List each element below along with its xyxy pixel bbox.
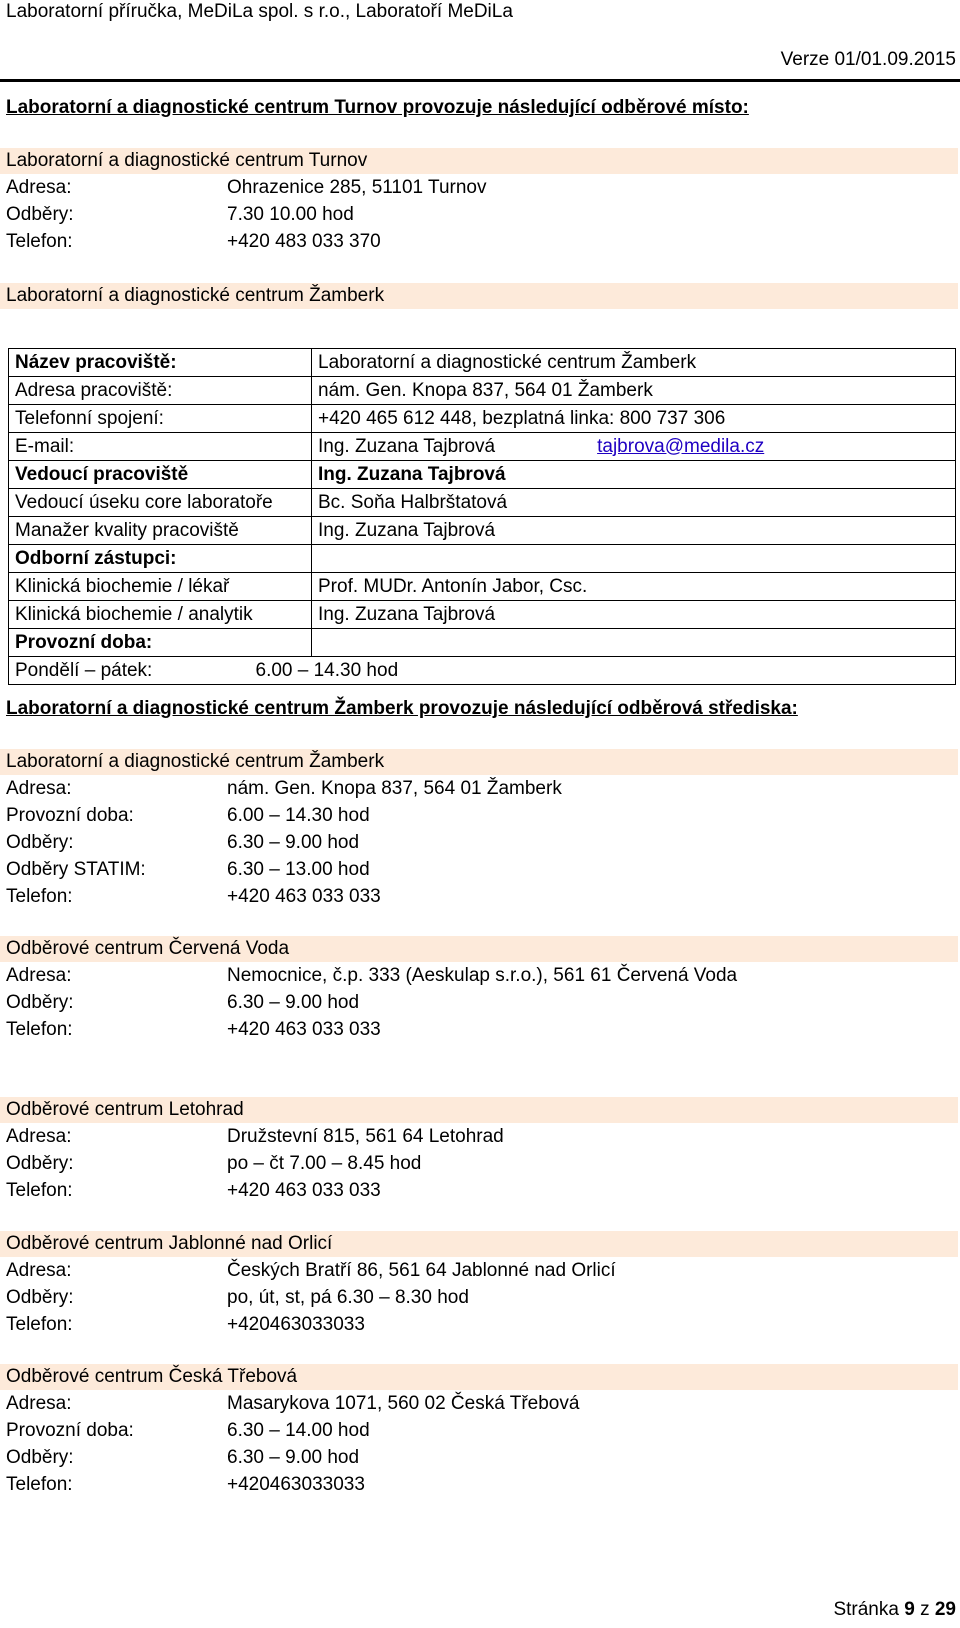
page-number <box>833 1598 956 1622</box>
table-value: Ing. Zuzana Tajbrová <box>312 461 956 489</box>
table-row <box>9 573 956 601</box>
table-value: Bc. Soňa Halbrštatová <box>312 489 956 517</box>
center-band <box>0 1097 958 1123</box>
row-value: +420463033033 <box>227 1314 365 1335</box>
table-label: Název pracoviště: <box>9 349 312 377</box>
row-value: Nemocnice, č.p. 333 (Aeskulap s.r.o.), 561 61 Červená Voda <box>227 965 738 986</box>
page-current: 9 <box>904 1599 915 1620</box>
turnov-row <box>0 202 958 228</box>
center-row <box>0 1391 958 1417</box>
row-label: Odběry: <box>6 1287 74 1308</box>
row-label: Adresa: <box>6 1126 72 1147</box>
row-label: Odběry: <box>6 832 74 853</box>
center-row <box>0 1472 958 1498</box>
row-label: Telefon: <box>6 1314 73 1335</box>
row-value: nám. Gen. Knopa 837, 564 01 Žamberk <box>227 778 562 799</box>
row-label: Odběry: <box>6 992 74 1013</box>
table-label: Klinická biochemie / analytik <box>9 601 312 629</box>
center-band <box>0 1364 958 1390</box>
zamberk-info-table <box>8 348 956 685</box>
turnov-heading: Laboratorní a diagnostické centrum Turnov provozuje následující odběrové místo: <box>6 97 749 118</box>
page-prefix: Stránka <box>833 1599 899 1620</box>
table-value: Ing. Zuzana Tajbrová <box>312 517 956 545</box>
center-row <box>0 1017 958 1043</box>
center-name: Laboratorní a diagnostické centrum Žamberk <box>6 751 385 772</box>
table-row <box>9 377 956 405</box>
row-value: +420 463 033 033 <box>227 1019 381 1040</box>
center-row <box>0 1312 958 1338</box>
zamberk-band <box>0 283 958 309</box>
table-value <box>312 629 956 657</box>
row-label: Adresa: <box>6 1260 72 1281</box>
header-title: Laboratorní příručka, MeDiLa spol. s r.o., Laboratoří MeDiLa <box>6 1 513 22</box>
row-label: Telefon: <box>6 231 73 252</box>
center-row <box>0 990 958 1016</box>
table-label: Manažer kvality pracoviště <box>9 517 312 545</box>
table-value: Ing. Zuzana Tajbrová <box>312 601 956 629</box>
row-value: 6.30 – 9.00 hod <box>227 1447 360 1468</box>
turnov-row <box>0 229 958 255</box>
table-row <box>9 405 956 433</box>
row-value: po – čt 7.00 – 8.45 hod <box>227 1153 422 1174</box>
row-value: 7.30 10.00 hod <box>227 204 354 225</box>
center-name: Odběrové centrum Jablonné nad Orlicí <box>6 1233 333 1254</box>
table-label: Vedoucí pracoviště <box>9 461 312 489</box>
row-value: po, út, st, pá 6.30 – 8.30 hod <box>227 1287 469 1308</box>
row-value: 6.30 – 13.00 hod <box>227 859 370 880</box>
center-name: Odběrové centrum Česká Třebová <box>6 1366 298 1387</box>
row-value: +420 463 033 033 <box>227 886 381 907</box>
row-value: Družstevní 815, 561 64 Letohrad <box>227 1126 504 1147</box>
row-value: 6.30 – 14.00 hod <box>227 1420 370 1441</box>
header-divider <box>0 79 960 82</box>
row-value: Masarykova 1071, 560 02 Česká Třebová <box>227 1393 580 1414</box>
page-sep: z <box>920 1599 930 1620</box>
center-row <box>0 1445 958 1471</box>
table-value <box>312 545 956 573</box>
row-label: Adresa: <box>6 177 72 198</box>
table-row <box>9 545 956 573</box>
table-row <box>9 349 956 377</box>
table-value: +420 465 612 448, bezplatná linka: 800 737 306 <box>312 405 956 433</box>
zamberk-band-name: Laboratorní a diagnostické centrum Žamberk <box>6 285 385 306</box>
row-label: Odběry: <box>6 1447 74 1468</box>
table-row <box>9 461 956 489</box>
row-label: Adresa: <box>6 778 72 799</box>
center-band <box>0 936 958 962</box>
turnov-row <box>0 175 958 201</box>
row-value: +420 483 033 370 <box>227 231 381 252</box>
center-row <box>0 1285 958 1311</box>
row-label: Provozní doba: <box>6 805 134 826</box>
table-label: Pondělí – pátek: <box>15 659 153 681</box>
table-value: 6.00 – 14.30 hod <box>255 659 399 681</box>
center-name: Odběrové centrum Červená Voda <box>6 938 290 959</box>
row-label: Telefon: <box>6 1474 73 1495</box>
center-band <box>0 749 958 775</box>
row-value: 6.30 – 9.00 hod <box>227 832 360 853</box>
table-value: Prof. MUDr. Antonín Jabor, Csc. <box>312 573 956 601</box>
row-value: 6.00 – 14.30 hod <box>227 805 370 826</box>
table-row <box>9 517 956 545</box>
row-label: Odběry: <box>6 204 74 225</box>
center-row <box>0 963 958 989</box>
row-value: Ohrazenice 285, 51101 Turnov <box>227 177 487 198</box>
table-label: Adresa pracoviště: <box>9 377 312 405</box>
center-row <box>0 1258 958 1284</box>
row-label: Adresa: <box>6 965 72 986</box>
center-row <box>0 803 958 829</box>
turnov-band <box>0 148 958 174</box>
table-label: E-mail: <box>9 433 312 461</box>
center-row <box>0 857 958 883</box>
table-label: Vedoucí úseku core laboratoře <box>9 489 312 517</box>
center-band <box>0 1231 958 1257</box>
row-value: +420 463 033 033 <box>227 1180 381 1201</box>
zamberk-heading: Laboratorní a diagnostické centrum Žamberk provozuje následující odběrová střediska: <box>6 698 798 719</box>
center-row <box>0 830 958 856</box>
row-value: +420463033033 <box>227 1474 365 1495</box>
page-total: 29 <box>934 1599 956 1620</box>
table-value: Ing. Zuzana Tajbrová <box>318 435 496 457</box>
center-row <box>0 884 958 910</box>
email-link[interactable]: tajbrova@medila.cz <box>597 435 765 457</box>
table-row <box>9 601 956 629</box>
table-hours-cell <box>9 657 956 685</box>
center-name: Odběrové centrum Letohrad <box>6 1099 244 1120</box>
row-label: Telefon: <box>6 1180 73 1201</box>
table-value: nám. Gen. Knopa 837, 564 01 Žamberk <box>312 377 956 405</box>
row-value: 6.30 – 9.00 hod <box>227 992 360 1013</box>
center-row <box>0 1151 958 1177</box>
table-label: Provozní doba: <box>9 629 312 657</box>
table-label: Odborní zástupci: <box>9 545 312 573</box>
table-row <box>9 489 956 517</box>
center-row <box>0 1178 958 1204</box>
center-row <box>0 1124 958 1150</box>
table-label: Klinická biochemie / lékař <box>9 573 312 601</box>
center-row <box>0 1418 958 1444</box>
row-label: Provozní doba: <box>6 1420 134 1441</box>
center-row <box>0 776 958 802</box>
row-label: Adresa: <box>6 1393 72 1414</box>
table-value: Laboratorní a diagnostické centrum Žamberk <box>312 349 956 377</box>
row-label: Telefon: <box>6 1019 73 1040</box>
table-row <box>9 657 956 685</box>
table-value-email-row <box>312 433 956 461</box>
table-row <box>9 629 956 657</box>
row-label: Telefon: <box>6 886 73 907</box>
table-label: Telefonní spojení: <box>9 405 312 433</box>
row-label: Odběry STATIM: <box>6 859 146 880</box>
turnov-name: Laboratorní a diagnostické centrum Turnov <box>6 150 368 171</box>
row-label: Odběry: <box>6 1153 74 1174</box>
header-version: Verze 01/01.09.2015 <box>780 49 956 70</box>
row-value: Českých Bratří 86, 561 64 Jablonné nad Orlicí <box>227 1260 616 1281</box>
table-row <box>9 433 956 461</box>
